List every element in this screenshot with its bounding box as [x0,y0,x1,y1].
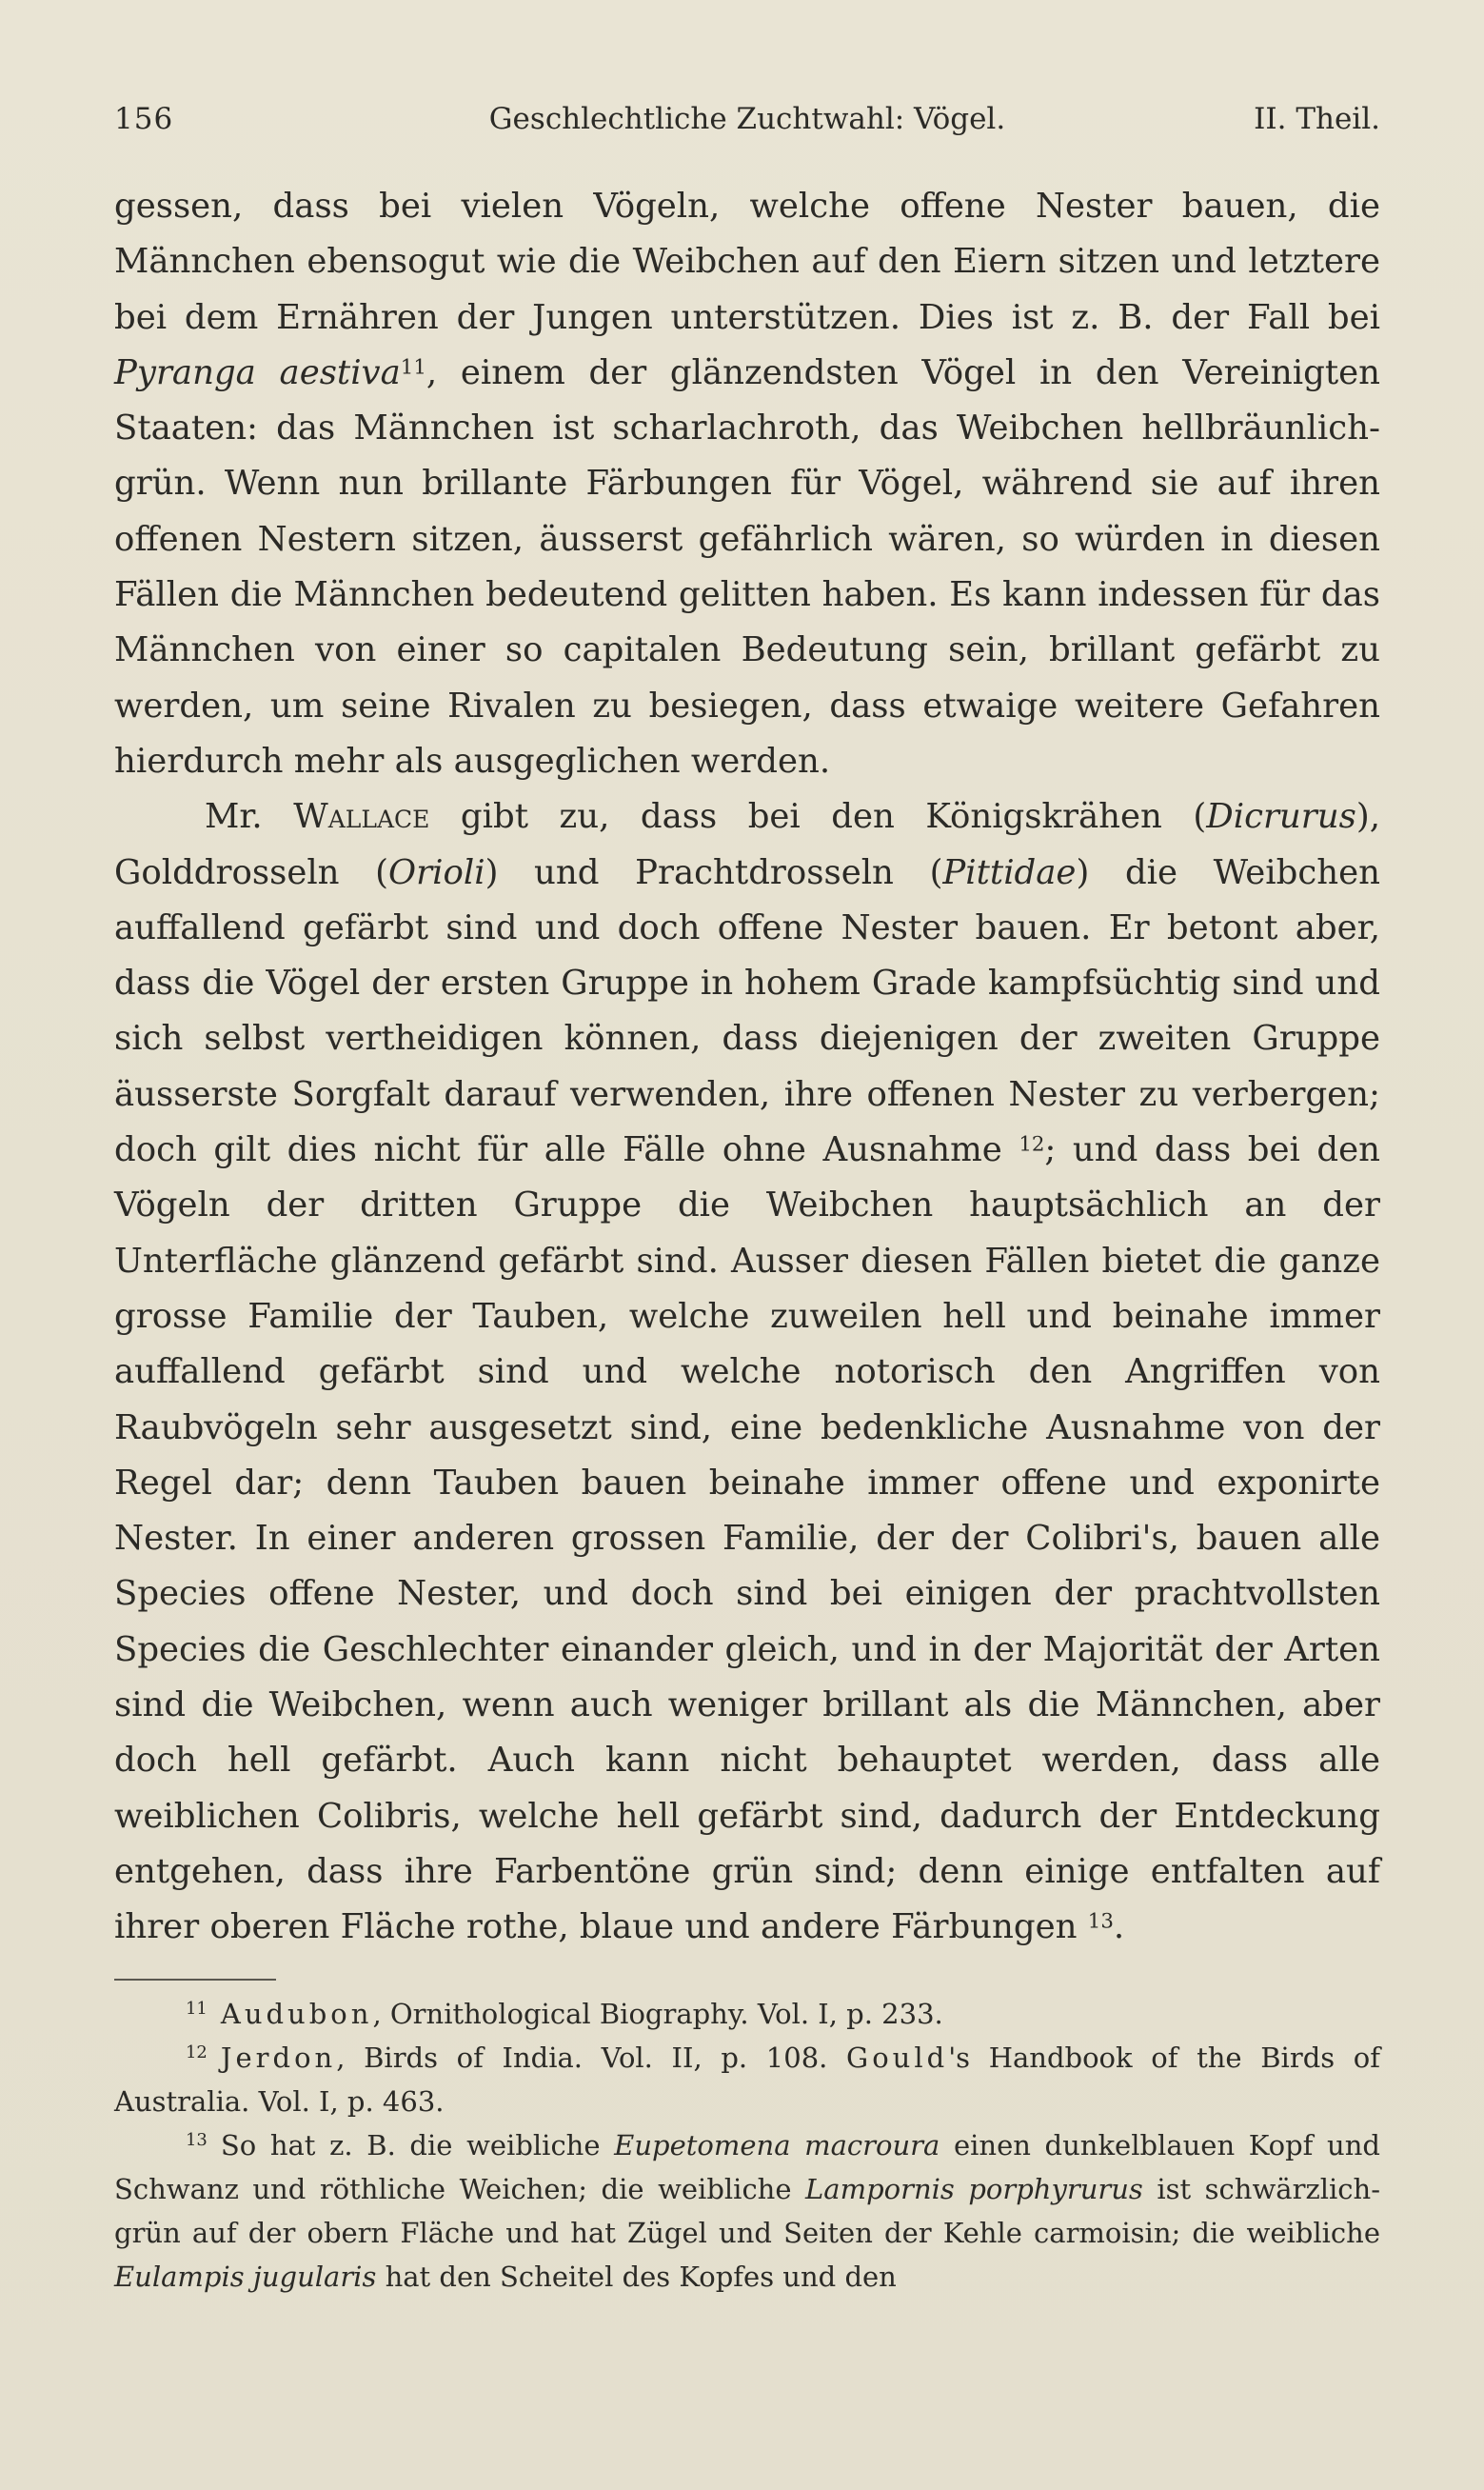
taxon-name: Orioli [388,852,485,892]
footnote-ref: 12 [1019,1132,1045,1157]
species-name: Pyranga aestiva [114,352,401,392]
footnote-author: Audubon [220,1998,373,2030]
footnote-11: $^{11}$ Audubon, Ornithological Biography. Vol. I, p. 233. [186,1998,943,2030]
part-label: II. Theil. [1254,102,1380,136]
page-header [114,95,1380,143]
species-name: Eulampis jugularis [114,2261,377,2293]
footnote-13: $^{13}$ So hat z. B. die weibliche Eupetomena macroura einen dunkelblauen Kopf und Schwanz und röthliche Weichen; die weibliche Lampornis porphyrurus ist schwärzlich-grün auf der obern Fläche und hat Zügel und Seiten der Kehle carmoisin; die weibliche Eulampis jugularis hat den Scheitel des Kopfes und den [114,2129,1380,2293]
footnote-divider [114,1979,276,1981]
species-name: Eupetomena macroura [614,2129,940,2161]
footnote-author: Jerdon [220,2042,337,2074]
page-number: 156 [114,102,174,136]
author-name: Wallace [293,797,430,837]
species-name: Lampornis porphyrurus [805,2173,1143,2205]
footnote-ref: 13 [1087,1909,1114,1934]
footnote-ref: 11 [400,355,426,380]
footnotes [114,1992,1380,2299]
paragraph-1: gessen, dass bei vielen Vögeln, welche offene Nester bauen, die Männchen ebensogut wie die Weibchen auf den Eiern sitzen und letztere bei dem Ernähren der Jungen unterstützen. Dies ist z. B. der Fall bei Pyranga aestiva$^{11}$, einem der glänzendsten Vögel in den Vereinigten Staaten: das Männchen ist scharlachroth, das Weibchen hellbräunlich-grün. Wenn nun brillante Färbungen für Vögel, während sie auf ihren offenen Nestern sitzen, äusserst gefährlich wären, so würden in diesen Fällen die Männchen bedeutend gelitten haben. Es kann indessen für das Männchen von einer so capitalen Bedeutung sein, brillant gefärbt zu werden, um seine Rivalen zu besiegen, dass etwaige weitere Gefahren hierdurch mehr als ausgeglichen werden. [114,187,1380,781]
taxon-name: Dicrurus [1206,797,1356,837]
footnote-12: $^{12}$ Jerdon, Birds of India. Vol. II, p. 108. Gould's Handbook of the Birds of Australia. Vol. I, p. 463. [114,2042,1380,2118]
main-text [114,179,1380,1956]
taxon-name: Pittidae [942,852,1077,892]
footnote-author: Gould [846,2042,949,2074]
running-title: Geschlechtliche Zuchtwahl: Vögel. [488,102,1006,136]
paragraph-2: Mr. Wallace gibt zu, dass bei den Königskrähen (Dicrurus), Golddrosseln (Orioli) und Prachtdrosseln (Pittidae) die Weibchen auffallend gefärbt sind und doch offene Nester bauen. Er betont aber, dass die Vögel der ersten Gruppe in hohem Grade kampfsüchtig sind und sich selbst vertheidigen können, dass diejenigen der zweiten Gruppe äusserste Sorgfalt darauf verwenden, ihre offenen Nester zu verbergen; doch gilt dies nicht für alle Fälle ohne Ausnahme $^{12}$; und dass bei den Vögeln der dritten Gruppe die Weibchen hauptsächlich an der Unterfläche glänzend gefärbt sind. Ausser diesen Fällen bietet die ganze grosse Familie der Tauben, welche zuweilen hell und beinahe immer auffallend gefärbt sind und welche notorisch den Angriffen von Raubvögeln sehr ausgesetzt sind, eine bedenkliche Ausnahme von der Regel dar; denn Tauben bauen beinahe immer offene und exponirte Nester. In einer anderen grossen Familie, der der Colibri's, bauen alle Species offene Nester, und doch sind bei einigen der prachtvollsten Species die Geschlechter einander gleich, und in der Majorität der Arten sind die Weibchen, wenn auch weniger brillant als die Männchen, aber doch hell gefärbt. Auch kann nicht behauptet werden, dass alle weiblichen Colibris, welche hell gefärbt sind, dadurch der Entdeckung entgehen, dass ihre Farbentöne grün sind; denn einige entfalten auf ihrer oberen Fläche rothe, blaue und andere Färbungen $^{13}$. [114,797,1381,1947]
